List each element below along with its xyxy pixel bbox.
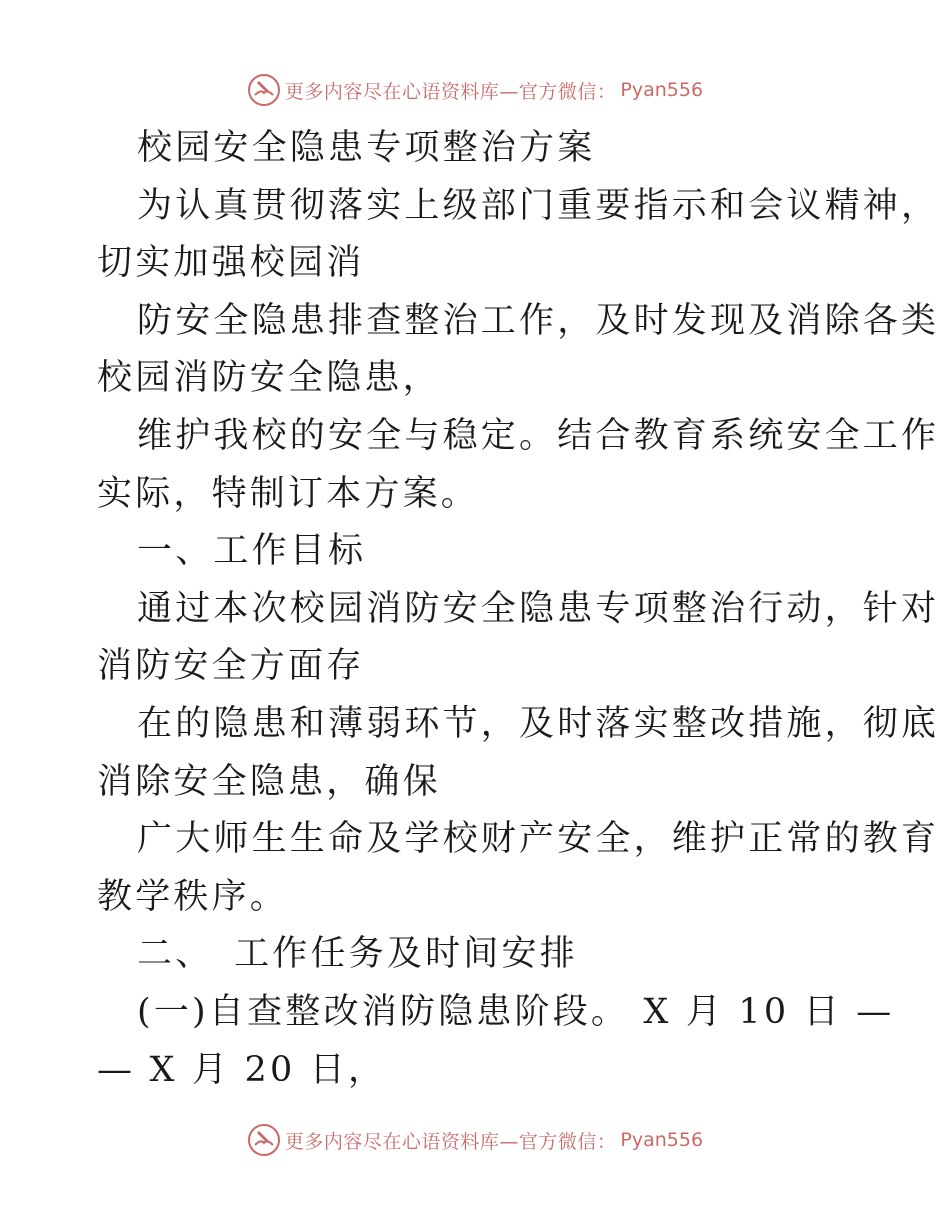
section-heading: 二、 工作任务及时间安排 (137, 934, 578, 975)
paragraph-line: 为认真贯彻落实上级部门重要指示和会议精神， (137, 185, 940, 226)
book-pen-logo-icon (247, 73, 281, 107)
watermark-id: Pyan556 (620, 79, 704, 101)
paragraph-line: 广大师生生命及学校财产安全，维护正常的教育 (137, 819, 940, 860)
paragraph-line: 通过本次校园消防安全隐患专项整治行动，针对 (137, 588, 940, 629)
subsection-line: — X 月 20 日， (97, 1049, 387, 1090)
paragraph-line: 消防安全方面存 (97, 646, 365, 687)
watermark-text: 更多内容尽在心语资料库—官方微信： (284, 1130, 617, 1153)
paragraph-line: 教学秩序。 (97, 876, 289, 917)
footer-watermark (0, 1120, 950, 1160)
document-title: 校园安全隐患专项整治方案 (137, 128, 596, 168)
paragraph-line: 维护我校的安全与稳定。结合教育系统安全工作 (137, 415, 940, 456)
book-pen-logo-icon (247, 1123, 281, 1157)
watermark-text: 更多内容尽在心语资料库—官方微信： (284, 80, 617, 103)
paragraph-line: 校园消防安全隐患， (97, 358, 441, 399)
paragraph-line: 切实加强校园消 (97, 243, 365, 284)
watermark-id: Pyan556 (620, 1129, 704, 1151)
subsection-line: (一)自查整改消防隐患阶段。 X 月 10 日 — (137, 991, 895, 1032)
paragraph-line: 消除安全隐患，确保 (97, 761, 441, 802)
document-body (97, 120, 940, 1099)
paragraph-line: 实际，特制订本方案。 (97, 473, 480, 514)
section-heading: 一、工作目标 (137, 531, 367, 572)
paragraph-line: 防安全隐患排查整治工作，及时发现及消除各类 (137, 300, 940, 341)
header-watermark (0, 70, 950, 110)
paragraph-line: 在的隐患和薄弱环节，及时落实整改措施，彻底 (137, 703, 940, 744)
